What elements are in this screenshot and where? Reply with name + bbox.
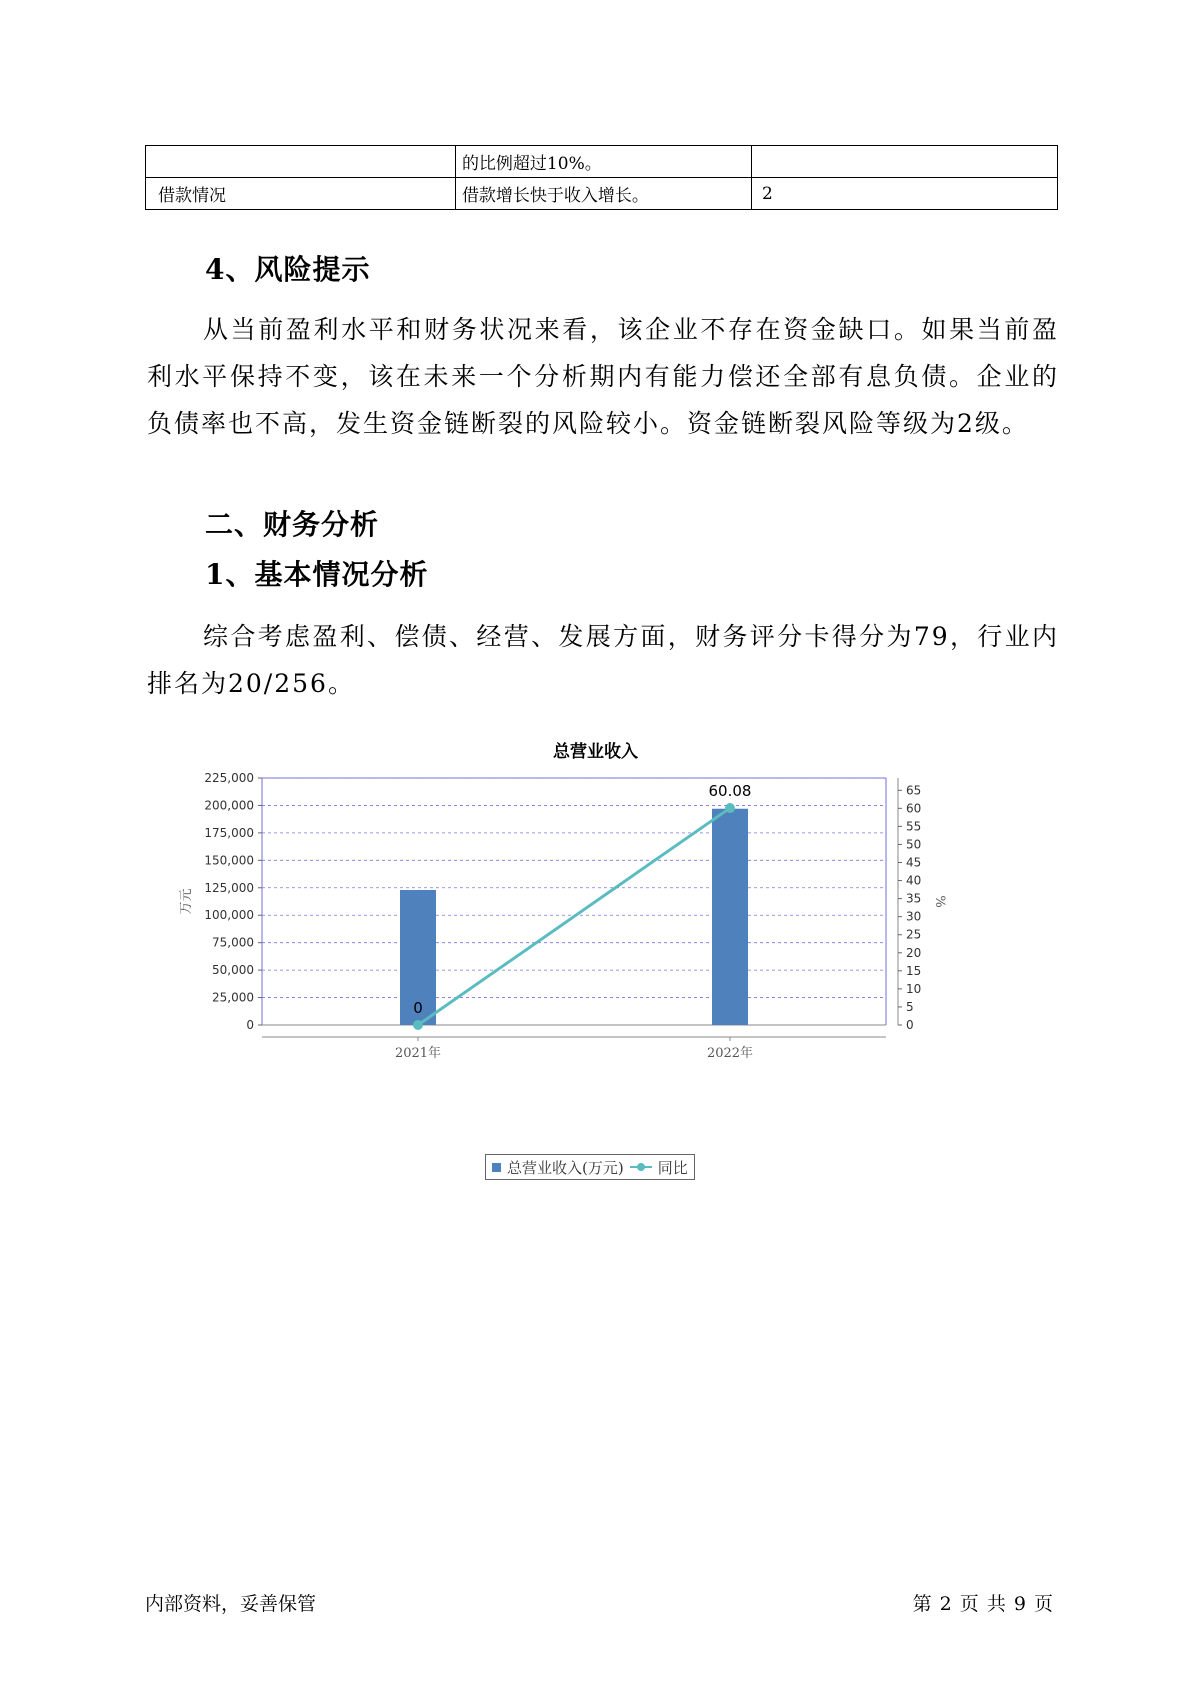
table-cell: 2	[752, 178, 1058, 210]
right-tick-label: 65	[906, 783, 922, 798]
right-axis-ticks	[906, 783, 921, 1032]
right-tick-label: 15	[906, 963, 922, 978]
chart-title: 总营业收入	[553, 742, 638, 762]
table-cell: 的比例超过10%。	[455, 146, 751, 178]
finance-heading: 二、财务分析	[205, 508, 380, 541]
right-tick-label: 20	[906, 945, 922, 960]
confidential-note: 内部资料，妥善保管	[145, 1593, 317, 1615]
revenue-chart	[180, 770, 1020, 1100]
chart-legend	[485, 1154, 695, 1180]
right-tick-label: 10	[906, 981, 922, 996]
left-axis-label: 万元	[179, 888, 194, 915]
risk-heading: 4、风险提示	[205, 253, 371, 286]
x-tick-label: 2022年	[706, 1046, 754, 1061]
left-tick-label: 100,000	[204, 908, 254, 923]
revenue-bar	[712, 809, 748, 1025]
right-tick-label: 50	[906, 837, 922, 852]
left-tick-label: 125,000	[204, 880, 254, 895]
yoy-data-label: 60.08	[708, 782, 752, 801]
left-tick-label: 25,000	[212, 990, 254, 1005]
yoy-point	[413, 1020, 423, 1030]
right-tick-label: 40	[906, 873, 922, 888]
finance-paragraph: 综合考虑盈利、偿债、经营、发展方面，财务评分卡得分为79，行业内排名为20/256。	[147, 622, 1059, 698]
legend-label-revenue: 总营业收入(万元)	[507, 1158, 624, 1177]
chart-grid	[258, 778, 902, 1041]
yoy-point	[725, 803, 735, 813]
bar-legend-swatch	[492, 1163, 501, 1172]
risk-paragraph: 从当前盈利水平和财务状况来看，该企业不存在资金缺口。如果当前盈利水平保持不变，该在未来一个分析期内有能力偿还全部有息负债。企业的负债率也不高，发生资金链断裂的风险较小。资金链断裂风险等级为2级。	[147, 315, 1059, 438]
right-tick-label: 0	[906, 1018, 914, 1032]
right-tick-label: 30	[906, 909, 922, 924]
risk-table	[145, 145, 1058, 210]
line-legend-swatch	[630, 1162, 652, 1172]
left-tick-label: 175,000	[204, 825, 254, 840]
right-tick-label: 25	[906, 927, 922, 942]
table-cell	[752, 146, 1058, 178]
line-series	[413, 782, 751, 1030]
x-axis-ticks	[395, 1045, 753, 1061]
basic-analysis-heading: 1、基本情况分析	[205, 558, 429, 591]
right-tick-label: 60	[906, 801, 922, 816]
table-cell: 借款增长快于收入增长。	[455, 178, 751, 210]
right-tick-label: 5	[906, 999, 914, 1014]
right-tick-label: 45	[906, 855, 922, 870]
left-tick-label: 75,000	[212, 935, 254, 950]
yoy-data-label: 0	[413, 999, 423, 1017]
left-tick-label: 50,000	[212, 963, 254, 978]
table-row	[146, 178, 1058, 210]
table-row	[146, 146, 1058, 178]
table-cell: 借款情况	[146, 178, 456, 210]
left-tick-label: 0	[246, 1018, 254, 1032]
table-cell	[146, 146, 456, 178]
page-number: 第 2 页 共 9 页	[912, 1593, 1054, 1615]
left-tick-label: 200,000	[204, 798, 254, 813]
right-tick-label: 55	[906, 819, 922, 834]
left-tick-label: 150,000	[204, 853, 254, 868]
yoy-line	[418, 808, 730, 1025]
left-axis-ticks	[204, 771, 254, 1032]
x-tick-label: 2021年	[394, 1046, 442, 1061]
right-axis-label: %	[932, 895, 947, 908]
legend-label-yoy: 同比	[657, 1158, 688, 1177]
left-tick-label: 225,000	[204, 771, 254, 785]
right-tick-label: 35	[906, 891, 922, 906]
